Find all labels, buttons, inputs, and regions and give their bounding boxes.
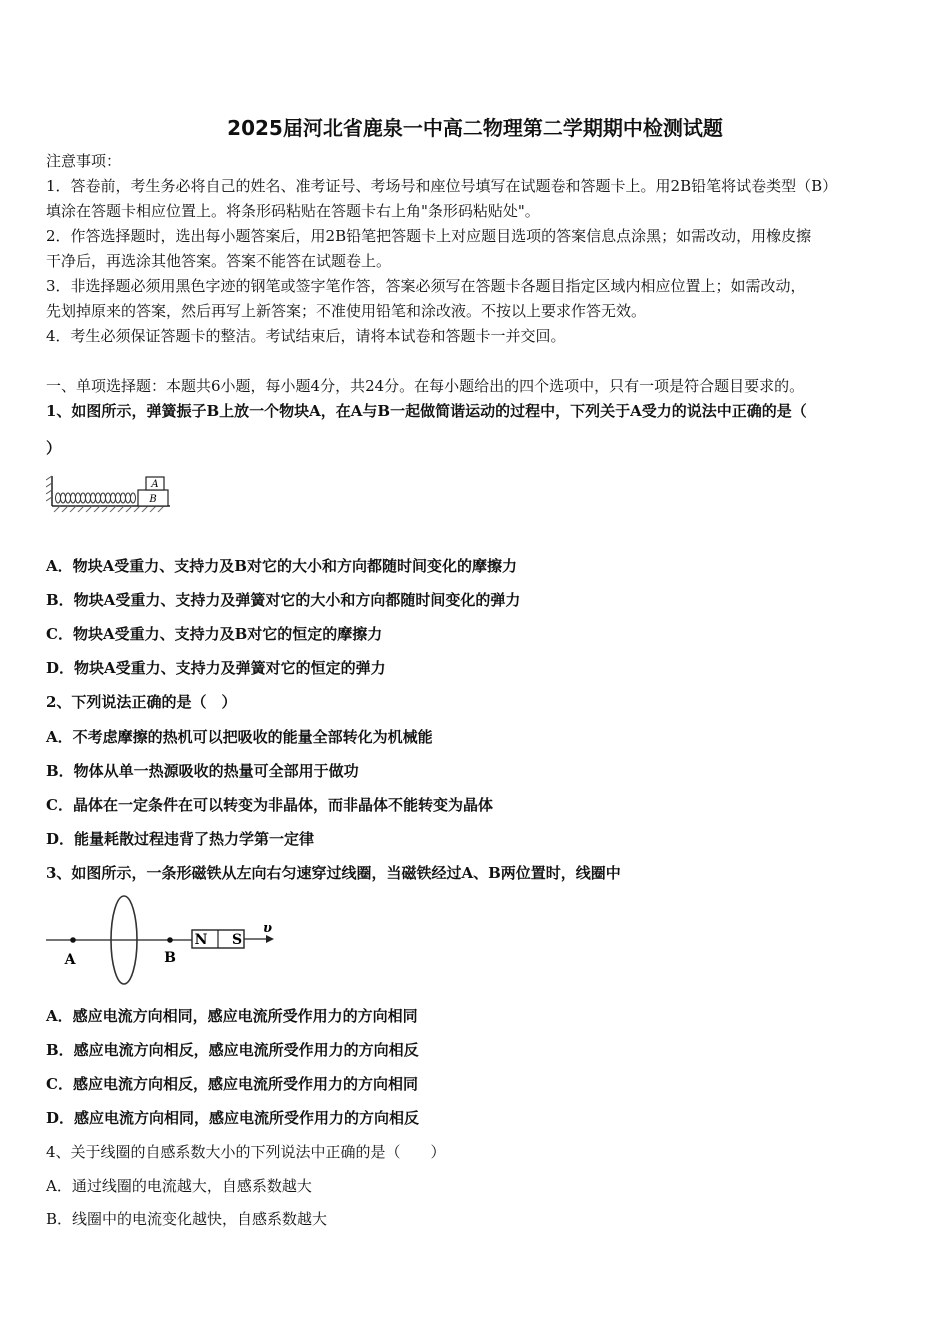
- page-title: 2025届河北省鹿泉一中高二物理第二学期期中检测试题: [227, 116, 723, 140]
- magnet-coil-figure: [44, 890, 284, 990]
- question-4-option: A．通过线圈的电流越大，自感系数越大: [46, 1177, 312, 1195]
- notice-line: 干净后，再选涂其他答案。答案不能答在试题卷上。: [46, 252, 392, 270]
- notice-line: 1．答卷前，考生务必将自己的姓名、准考证号、考场号和座位号填写在试题卷和答题卡上。用2B铅笔将试卷类型（B）: [46, 177, 838, 195]
- point-b: [167, 937, 173, 943]
- point-a-label: A: [64, 952, 76, 968]
- spring-oscillator-figure: [46, 470, 176, 522]
- question-3-option: A．感应电流方向相同，感应电流所受作用力的方向相同: [46, 1007, 418, 1025]
- question-1-option: B．物块A受重力、支持力及弹簧对它的大小和方向都随时间变化的弹力: [46, 591, 521, 609]
- notice-line: 2．作答选择题时，选出每小题答案后，用2B铅笔把答题卡上对应题目选项的答案信息点涂黑；如需改动，用橡皮擦: [46, 227, 812, 245]
- notice-line: 先划掉原来的答案，然后再写上新答案；不准使用铅笔和涂改液。不按以上要求作答无效。: [46, 302, 647, 320]
- block-b-label: B: [149, 494, 157, 505]
- spring-coil: [56, 493, 136, 503]
- question-2-option: C．晶体在一定条件在可以转变为非晶体，而非晶体不能转变为晶体: [46, 796, 493, 814]
- block-a-label: A: [151, 479, 159, 490]
- question-1-option: A．物块A受重力、支持力及B对它的大小和方向都随时间变化的摩擦力: [46, 557, 517, 575]
- pole-n-label: N: [194, 932, 208, 948]
- question-3-option: D．感应电流方向相同，感应电流所受作用力的方向相反: [46, 1109, 420, 1127]
- question-2-stem: 2、下列说法正确的是（ ）: [46, 693, 237, 711]
- question-3-option: B．感应电流方向相反，感应电流所受作用力的方向相反: [46, 1041, 419, 1059]
- notice-heading: 注意事项：: [46, 152, 122, 170]
- question-4-option: B．线圈中的电流变化越快，自感系数越大: [46, 1210, 328, 1228]
- question-2-option: A．不考虑摩擦的热机可以把吸收的能量全部转化为机械能: [46, 728, 433, 746]
- pole-s-label: S: [231, 932, 243, 948]
- question-1-stem: 1、如图所示，弹簧振子B上放一个物块A，在A与B一起做简谐运动的过程中，下列关于A受力的说法中正确的是（: [46, 402, 807, 420]
- notice-line: 填涂在答题卡相应位置上。将条形码粘贴在答题卡右上角"条形码粘贴处"。: [46, 202, 540, 220]
- point-a: [70, 937, 76, 943]
- velocity-label: υ: [263, 921, 273, 936]
- question-1-stem-end: ）: [46, 439, 62, 457]
- section-heading: 一、单项选择题：本题共6小题，每小题4分，共24分。在每小题给出的四个选项中，只有一项是符合题目要求的。: [46, 377, 805, 395]
- notice-line: 4．考生必须保证答题卡的整洁。考试结束后，请将本试卷和答题卡一并交回。: [46, 327, 566, 345]
- question-4-stem: 4、关于线圈的自感系数大小的下列说法中正确的是（ ）: [46, 1143, 446, 1161]
- question-2-option: D．能量耗散过程违背了热力学第一定律: [46, 830, 315, 848]
- question-3-option: C．感应电流方向相反，感应电流所受作用力的方向相同: [46, 1075, 418, 1093]
- notice-line: 3．非选择题必须用黑色字迹的钢笔或签字笔作答，答案必须写在答题卡各题目指定区域内相应位置上；如需改动，: [46, 277, 806, 295]
- question-1-option: D．物块A受重力、支持力及弹簧对它的恒定的弹力: [46, 659, 386, 677]
- question-3-stem: 3、如图所示，一条形磁铁从左向右匀速穿过线圈，当磁铁经过A、B两位置时，线圈中: [46, 864, 621, 882]
- point-b-label: B: [164, 950, 176, 966]
- question-1-option: C．物块A受重力、支持力及B对它的恒定的摩擦力: [46, 625, 383, 643]
- question-2-option: B．物体从单一热源吸收的热量可全部用于做功: [46, 762, 359, 780]
